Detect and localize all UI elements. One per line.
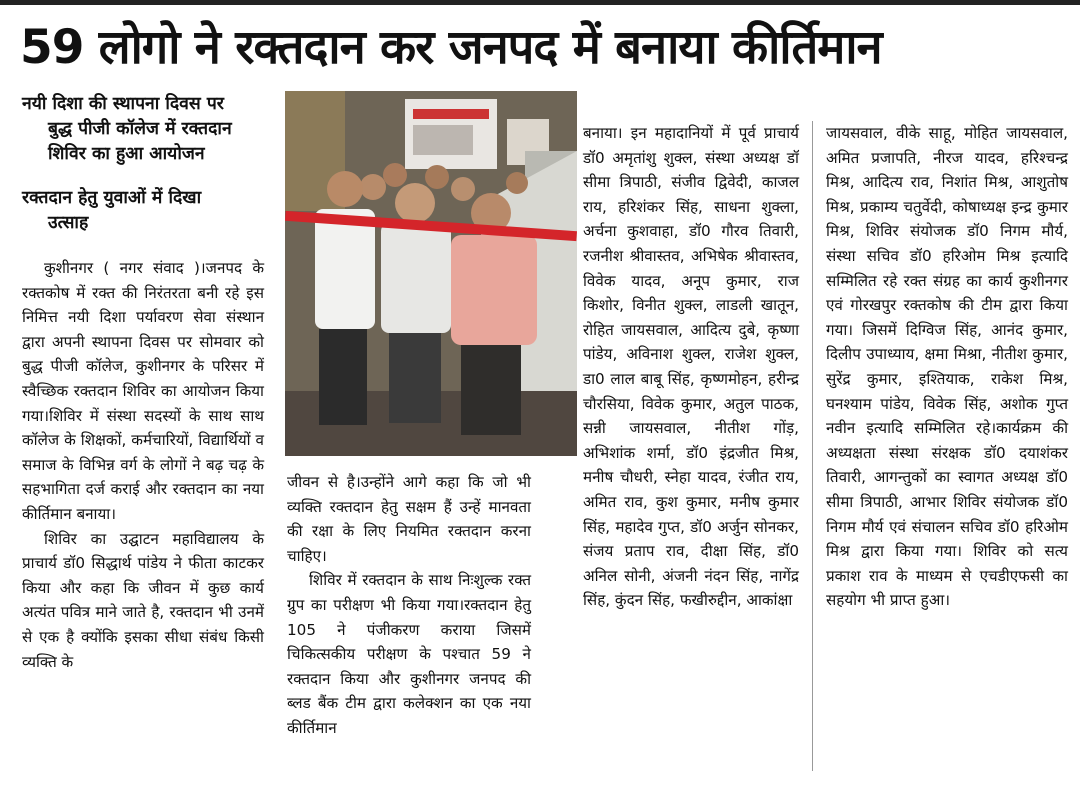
subhead-2-line-1: रक्तदान हेतु युवाओं में दिखा	[22, 188, 202, 208]
col1-paragraph-1: कुशीनगर ( नगर संवाद )।जनपद के रक्तकोष में रक्त की निरंतरता बनी रहे इस निमित्त नयी दिशा पर्यावरण सेवा संस्थान द्वारा अपनी स्थापना दिवस पर सोमवार को बुद्ध पीजी कॉलेज, कुशीनगर के परिसर में स्वैच्छिक रक्तदान शिविर का आयोजन किया गया।शिविर में संस्था सदस्यों के साथ साथ कॉलेज के शिक्षकों, कर्मचारियों, विद्यार्थियों व समाज के विभिन्न वर्ग के लोगों ने बढ़ चढ़ के सहभागिता दर्ज कराई और रक्तदान का नया कीर्तिमान बनाया।	[22, 259, 264, 523]
subhead-2-line-2: उत्साह	[48, 213, 89, 233]
top-border	[0, 0, 1080, 5]
event-photo	[285, 91, 577, 456]
article-column-2	[287, 470, 531, 741]
col1-paragraph-2: शिविर का उद्घाटन महाविद्यालय के प्राचार्य डॉ0 सिद्धार्थ पांडेय ने फीता काटकर किया और कहा कि जीवन में कुछ कार्य अत्यंत पवित्र माने जाते है, रक्तदान भी उनमें से एक है क्योंकि इसका सीधा संबंध किसी व्यक्ति के	[22, 529, 264, 671]
col4-paragraph-1: जायसवाल, वीके साहू, मोहित जायसवाल, अमित प्रजापति, नीरज यादव, हरिश्चन्द्र मिश्र, आदित्य राव, निशांत मिश्र, आशुतोष मिश्र, प्रकाम्य चतुर्वेदी, कोषाध्यक्ष इन्द्र कुमार मिश्र, शिविर संयोजक डॉ0 निगम मौर्य, संस्था सचिव डॉ0 हरिओम मिश्र इत्यादि सम्मिलित रहे रक्त संग्रह का कार्य कुशीनगर एवं गोरखपुर रक्तकोष की टीम द्वारा किया गया। जिसमें दिग्विज सिंह, आनंद कुमार, दिलीप उपाध्याय, क्षमा मिश्रा, नीतीश कुमार, सुरेंद्र कुमार, इश्तियाक, राकेश मिश्र, घनश्याम पांडेय, विवेक सिंह, अशोक गुप्त नवीन इत्यादि सम्मिलित रहे।कार्यक्रम की अध्यक्षता संस्था संरक्षक डॉ0 दयाशंकर तिवारी, आगन्तुकों का स्वागत अध्यक्ष डॉ0 सीमा त्रिपाठी, आभार शिविर संयोजक डॉ0 निगम मौर्य एवं संचालन सचिव डॉ0 हरिओम मिश्र द्वारा किया गया। शिविर को सत्य प्रकाश राव के माध्यम से एचडीएफसी का सहयोग भी प्राप्त हुआ।	[826, 124, 1068, 610]
subhead-1	[22, 92, 272, 167]
column-divider	[812, 121, 813, 771]
article-column-3	[583, 121, 799, 613]
headline: 59 लोगो ने रक्तदान कर जनपद में बनाया कीर्तिमान	[20, 20, 882, 75]
col2-paragraph-1: जीवन से है।उन्होंने आगे कहा कि जो भी व्यक्ति रक्तदान हेतु सक्षम हैं उन्हें मानवता की रक्षा के लिए नियमित रक्तदान करना चाहिए।	[287, 473, 531, 565]
col3-paragraph-1: बनाया। इन महादानियों में पूर्व प्राचार्य डॉ0 अमृतांशु शुक्ल, संस्था अध्यक्ष डॉ सीमा त्रिपाठी, संजीव द्विवेदी, काजल राय, हरिशंकर सिंह, साधना शुक्ला, अर्चना कुशवाहा, डॉ0 गौरव तिवारी, रजनीश श्रीवास्तव, अभिषेक श्रीवास्तव, विवेक यादव, अनूप कुमार, राज किशोर, विनीत शुक्ल, लाडली खातून, रोहित जायसवाल, आदित्य दुबे, कृष्णा पांडेय, अविनाश शुक्ल, राजेश शुक्ल, डा0 लाल बाबू सिंह, कृष्णमोहन, हरीन्द्र चौरसिया, विवेक कुमार, अतुल पाठक, सन्नी जायसवाल, नीतीश गोंड़, अभिशांक शर्मा, डॉ0 इंद्रजीत मिश्र, मनीष चौधरी, स्नेहा यादव, रंजीत राय, अमित राव, कुश कुमार, मनीष कुमार सिंह, महादेव गुप्त, डॉ0 अर्जुन सोनकर, संजय प्रताप राव, दीक्षा सिंह, डॉ0 अनिल सोनी, अंजनी नंदन सिंह, नागेंद्र सिंह, कुंदन सिंह, फखीरुद्दीन, आकांक्षा	[583, 124, 799, 610]
subhead-1-line-3: शिविर का हुआ आयोजन	[48, 144, 205, 164]
col2-paragraph-2: शिविर में रक्तदान के साथ निःशुल्क रक्त ग्रुप का परीक्षण भी किया गया।रक्तदान हेतु 105 ने पंजीकरण कराया जिसमें चिकित्सकीय परीक्षण के पश्चात 59 ने रक्तदान किया और कुशीनगर जनपद की ब्लड बैंक टीम द्वारा कलेक्शन का एक नया कीर्तिमान	[287, 571, 531, 737]
article-column-4	[826, 121, 1068, 613]
article-column-1	[22, 256, 264, 674]
subhead-1-line-2: बुद्ध पीजी कॉलेज में रक्तदान	[48, 119, 232, 139]
subhead-2	[22, 186, 272, 236]
subhead-1-line-1: नयी दिशा की स्थापना दिवस पर	[22, 94, 224, 114]
